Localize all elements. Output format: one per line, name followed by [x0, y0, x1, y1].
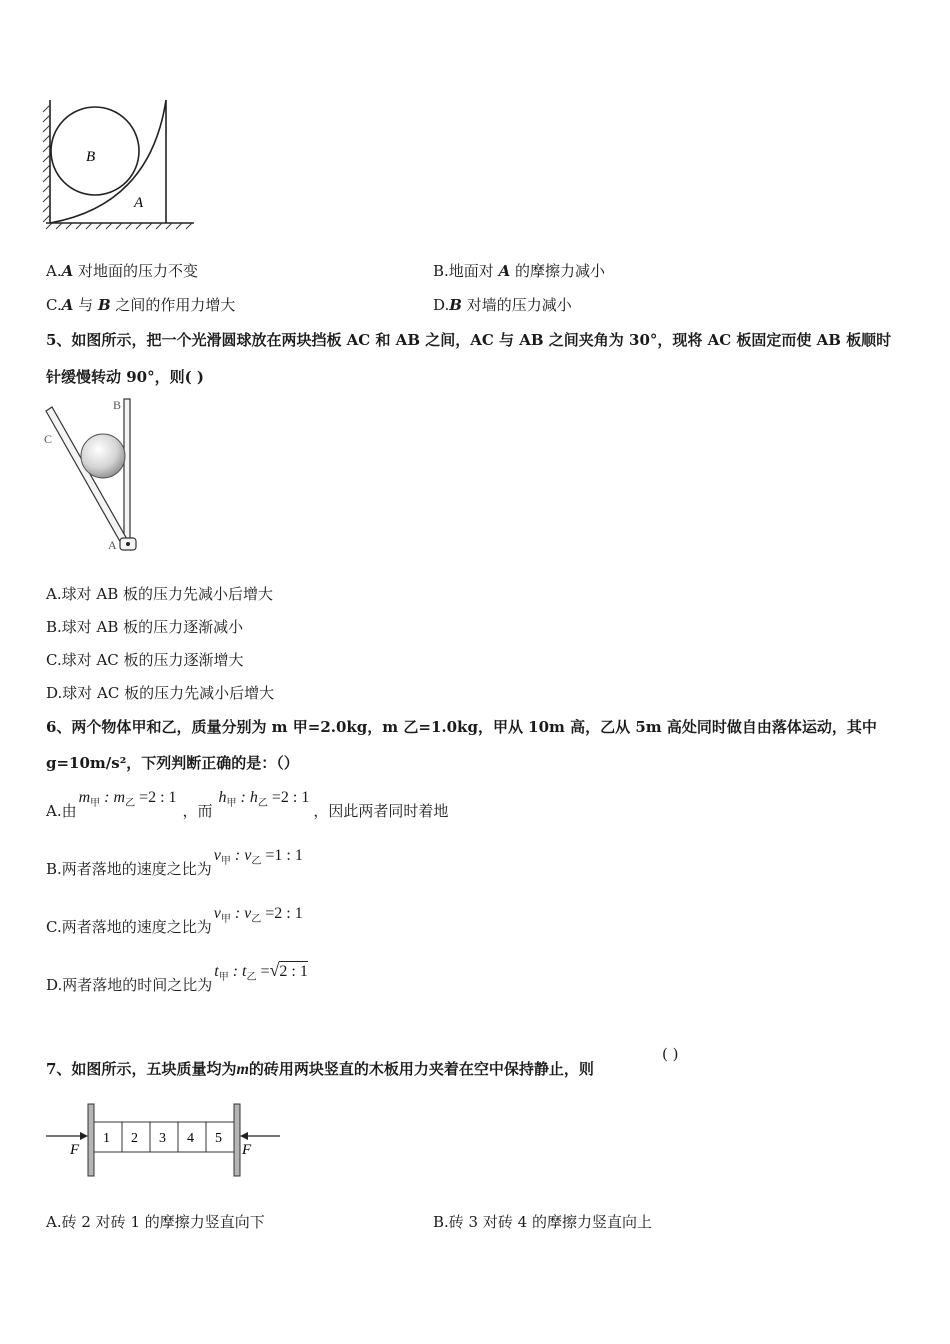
left-board — [88, 1104, 94, 1176]
q7-var-m: m — [236, 1061, 249, 1078]
q5-option-b: B.球对 AB 板的压力逐渐减小 — [46, 618, 244, 636]
q4-option-b-obj: A — [498, 262, 511, 280]
velocity-ratio-c: $v_甲$ : $v_乙 =2$ : 1 — [213, 905, 303, 926]
q4-option-c-obj2: B — [97, 296, 111, 314]
q6-line2: g=10m/s²，下列判断正确的是：（） — [46, 754, 299, 772]
q4-option-a-prefix: A. — [46, 262, 62, 280]
q6-option-c — [46, 904, 303, 936]
brick-4: 4 — [187, 1131, 194, 1146]
label-a: A — [134, 195, 144, 211]
wedge-a — [50, 100, 166, 223]
q4-option-c-text: 之间的作用力增大 — [115, 296, 236, 314]
q5-option-c: C.球对 AC 板的压力逐渐增大 — [46, 651, 244, 669]
q6-option-b-prefix: B.两者落地的速度之比为 — [46, 860, 212, 878]
q4-option-c-prefix: C. — [46, 296, 62, 314]
q6-option-a-post: ，因此两者同时着地 — [313, 802, 449, 820]
q4-option-c — [46, 294, 235, 315]
brick-3: 3 — [159, 1131, 166, 1146]
q6-option-a-mid: ，而 — [182, 802, 213, 820]
q4-option-b-text: 的摩擦力减小 — [515, 262, 606, 280]
q7-prefix: 7、如图所示，五块质量均为 — [46, 1060, 237, 1078]
q4-option-d — [433, 294, 572, 315]
label-b: B — [86, 149, 96, 165]
q7-option-b: B.砖 3 对砖 4 的摩擦力竖直向上 — [433, 1213, 652, 1231]
force-label-right: F — [242, 1142, 252, 1158]
q5-line1: 5、如图所示，把一个光滑圆球放在两块挡板 AC 和 AB 之间，AC 与 AB 之间夹角为 30°，现将 AC 板固定而使 AB 板顺时 — [46, 331, 892, 349]
label-c: C — [44, 432, 53, 446]
height-ratio: $h_甲$ : $h_乙 =2$ : 1 — [218, 789, 310, 810]
q7-line1 — [46, 1058, 594, 1079]
q7-answer-bracket: ( ) — [662, 1045, 679, 1063]
figure-bricks — [40, 1098, 285, 1178]
q7-suffix: 的砖用两块竖直的木板用力夹着在空中保持静止，则 — [248, 1060, 594, 1078]
board-ab — [124, 399, 130, 541]
q6-option-c-prefix: C.两者落地的速度之比为 — [46, 918, 212, 936]
sqrt-sign: √ — [269, 960, 280, 980]
q4-option-d-obj: B — [449, 296, 462, 314]
figure-ball-boards — [40, 395, 145, 555]
force-label-left: F — [70, 1142, 80, 1158]
q6-option-d — [46, 960, 308, 994]
q4-option-c-obj1: A — [61, 296, 74, 314]
label-a: A — [108, 538, 117, 552]
q4-option-b — [433, 260, 605, 281]
q6-option-b — [46, 846, 303, 878]
mass-ratio: $m_甲$ : $m_乙 =2$ : 1 — [78, 789, 177, 810]
q4-option-d-text: 对墙的压力减小 — [466, 296, 572, 314]
q7-option-a: A.砖 2 对砖 1 的摩擦力竖直向下 — [46, 1213, 265, 1231]
q6-line1: 6、两个物体甲和乙，质量分别为 m 甲=2.0kg，m 乙=1.0kg，甲从 10m 高，乙从 5m 高处同时做自由落体运动，其中 — [46, 718, 877, 736]
q4-option-d-prefix: D. — [433, 296, 450, 314]
board-ac — [46, 407, 128, 545]
brick-1: 1 — [103, 1131, 110, 1146]
brick-5: 5 — [215, 1131, 222, 1146]
q4-option-a — [46, 260, 198, 281]
figure-ball-wedge — [40, 95, 200, 230]
q6-option-a — [46, 788, 448, 822]
velocity-ratio-b: $v_甲$ : $v_乙 =1$ : 1 — [213, 847, 303, 868]
q5-line2: 针缓慢转动 90°，则( ) — [46, 368, 205, 386]
q4-option-a-text: 对地面的压力不变 — [78, 262, 199, 280]
q6-option-a-prefix: A.由 — [46, 802, 77, 820]
sphere — [81, 434, 125, 478]
q5-option-d: D.球对 AC 板的压力先减小后增大 — [46, 684, 275, 702]
q6-option-d-prefix: D.两者落地的时间之比为 — [46, 976, 213, 994]
label-b: B — [113, 398, 122, 412]
q5-option-a: A.球对 AB 板的压力先减小后增大 — [46, 585, 273, 603]
q4-option-c-mid: 与 — [78, 296, 94, 314]
right-board — [234, 1104, 240, 1176]
time-ratio-d: $t_甲$ : $t_乙 =√2$ : 1 — [214, 960, 308, 984]
brick-2: 2 — [131, 1131, 138, 1146]
q4-option-a-obj: A — [61, 262, 74, 280]
q4-option-b-prefix: B.地面对 — [433, 262, 494, 280]
